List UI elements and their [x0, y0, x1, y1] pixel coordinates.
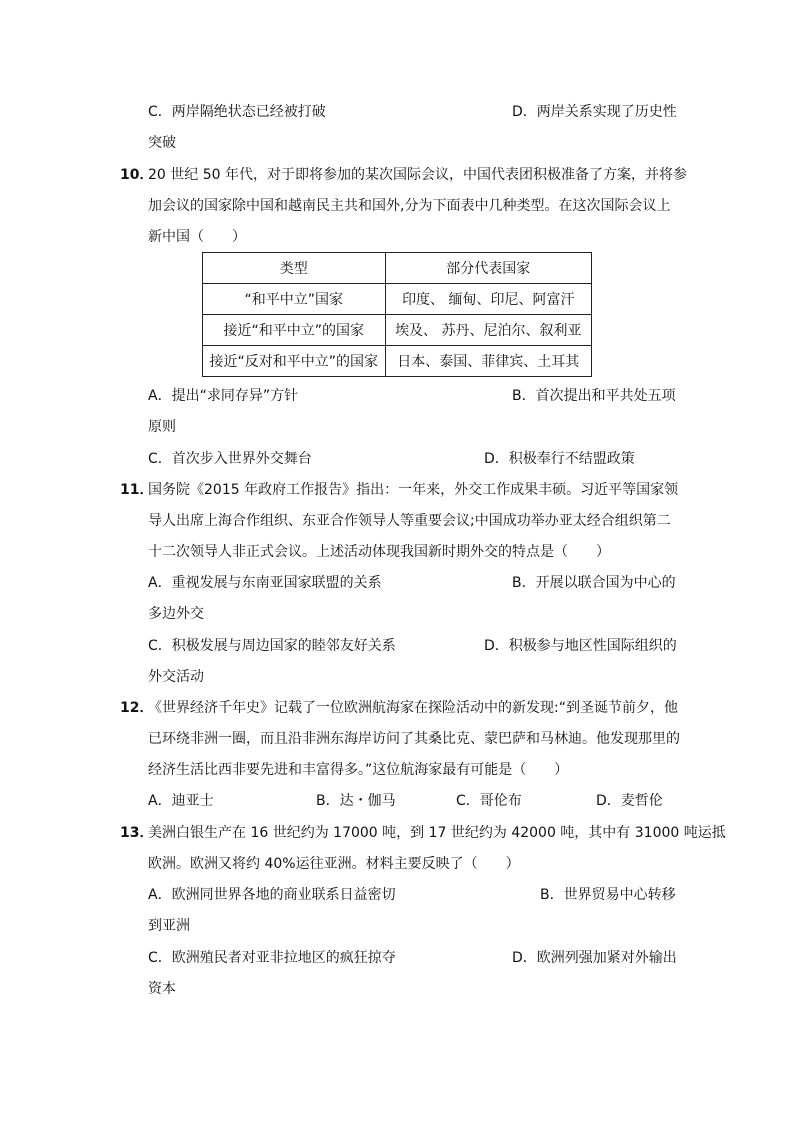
q12-option-c: C．哥伦布: [456, 793, 522, 809]
q10-number: 10．: [120, 167, 154, 183]
table-cell-countries: 日本、泰国、菲律宾、土耳其: [385, 346, 591, 377]
q11-stem-line-1: 国务院《2015 年政府工作报告》指出：一年来，外交工作成果丰硕。习近平等国家领: [148, 482, 679, 498]
q12-option-d: D．麦哲伦: [596, 793, 663, 809]
table-header-countries: 部分代表国家: [385, 253, 591, 284]
q10-stem-line-1: 20 世纪 50 年代，对于即将参加的某次国际会议，中国代表团积极准备了方案，并将参: [148, 167, 687, 183]
q13-option-a: A．欧洲同世界各地的商业联系日益密切: [148, 887, 396, 903]
q10-stem-line-2: 加会议的国家除中国和越南民主共和国外,分为下面表中几种类型。在这次国际会议上: [148, 198, 671, 214]
table-cell-type: 接近“反对和平中立”的国家: [203, 346, 386, 377]
q10-option-c: C．首次步入世界外交舞台: [148, 451, 312, 467]
table-cell-type: 接近“和平中立”的国家: [203, 315, 386, 346]
q11-option-c: C．积极发展与周边国家的睦邻友好关系: [148, 638, 396, 654]
q12-stem-line-2: 已环绕非洲一圈，而且沿非洲东海岸访问了其桑比克、蒙巴萨和马林迪。他发现那里的: [148, 731, 680, 747]
table-cell-type: “和平中立”国家: [203, 284, 386, 315]
q9-option-d-continued: 突破: [148, 135, 176, 151]
q13-option-b: B．世界贸易中心转移: [540, 887, 676, 903]
q11-option-b: B．开展以联合国为中心的: [512, 575, 676, 591]
table-row: [203, 284, 592, 315]
q13-stem-line-2: 欧洲。欧洲又将约 40%运往亚洲。材料主要反映了（ ）: [148, 856, 520, 872]
q13-option-b-continued: 到亚洲: [148, 918, 190, 934]
q11-option-d-continued: 外交活动: [148, 669, 204, 685]
q9-option-c: C．两岸隔绝状态已经被打破: [148, 104, 326, 120]
table-row: [203, 346, 592, 377]
q11-option-d: D．积极参与地区性国际组织的: [484, 638, 677, 654]
q10-option-a: A．提出“求同存异”方针: [148, 388, 299, 404]
q10-stem-line-3: 新中国（ ）: [148, 229, 246, 245]
q13-stem-line-1: 美洲白银生产在 16 世纪约为 17000 吨，到 17 世纪约为 42000 吨，其中有 31000 吨运抵: [148, 825, 726, 841]
q13-option-c: C．欧洲殖民者对亚非拉地区的疯狂掠夺: [148, 950, 396, 966]
q10-option-b: B．首次提出和平共处五项: [512, 388, 676, 404]
q12-option-a: A．迪亚士: [148, 793, 214, 809]
table-header-row: [203, 253, 592, 284]
q11-option-a: A．重视发展与东南亚国家联盟的关系: [148, 575, 382, 591]
q11-stem-line-3: 十二次领导人非正式会议。上述活动体现我国新时期外交的特点是（ ）: [148, 544, 610, 560]
q13-number: 13．: [120, 825, 154, 841]
q12-number: 12．: [120, 700, 154, 716]
q10-country-table: [202, 252, 592, 377]
table-cell-countries: 埃及、 苏丹、尼泊尔、叙利亚: [385, 315, 591, 346]
table-row: [203, 315, 592, 346]
q12-option-b: B．达・伽马: [316, 793, 396, 809]
q12-stem-line-1: 《世界经济千年史》记载了一位欧洲航海家在探险活动中的新发现:“到圣诞节前夕，他: [148, 700, 678, 716]
q10-option-d: D．积极奉行不结盟政策: [484, 451, 635, 467]
q11-stem-line-2: 导人出席上海合作组织、东亚合作领导人等重要会议;中国成功举办亚太经合组织第二: [148, 513, 671, 529]
table-header-type: 类型: [203, 253, 386, 284]
q11-option-b-continued: 多边外交: [148, 606, 204, 622]
q9-option-d: D．两岸关系实现了历史性: [512, 104, 677, 120]
table-cell-countries: 印度、 缅甸、印尼、阿富汗: [385, 284, 591, 315]
q12-stem-line-3: 经济生活比西非要先进和丰富得多。”这位航海家最有可能是（ ）: [148, 762, 569, 778]
q10-option-b-continued: 原则: [148, 419, 176, 435]
q13-option-d: D．欧洲列强加紧对外输出: [512, 950, 677, 966]
q13-option-d-continued: 资本: [148, 981, 176, 997]
q11-number: 11．: [120, 482, 154, 498]
